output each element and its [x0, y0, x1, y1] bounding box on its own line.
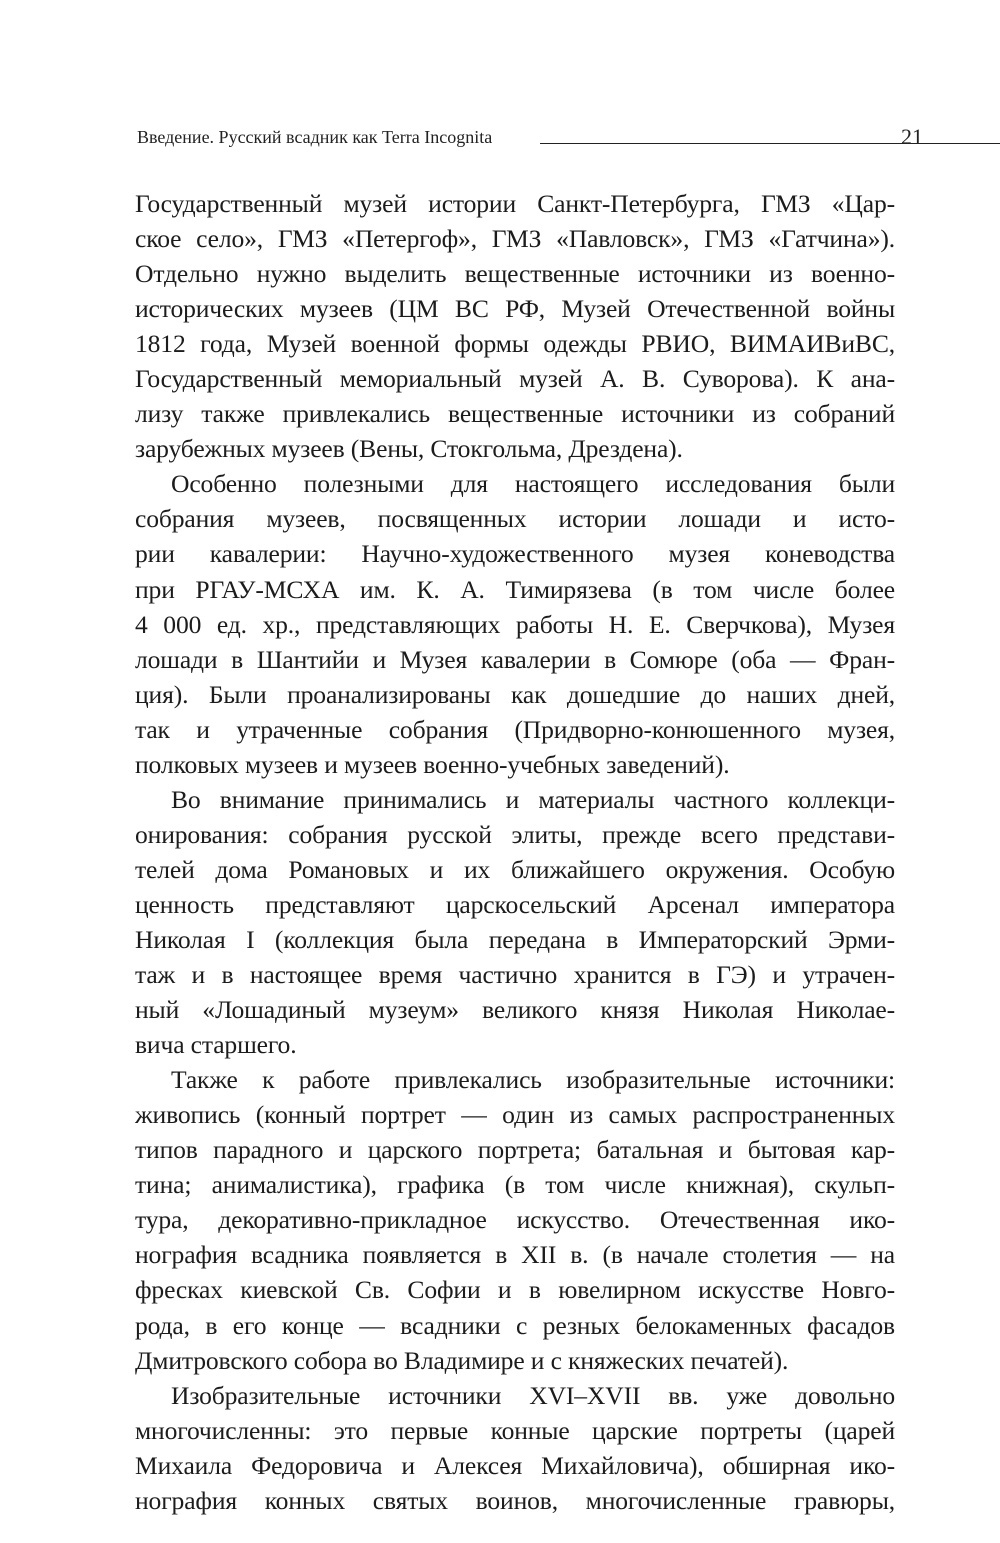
text-line: Во внимание принимались и материалы частного коллекци-: [171, 784, 895, 814]
text-line: ный «Лошадиный музеум» великого князя Николая Николае-: [135, 995, 895, 1025]
text-line: рода, в его конце — всадники с резных белокаменных фасадов: [135, 1310, 895, 1340]
text-line: типов парадного и царского портрета; батальная и бытовая кар-: [135, 1135, 895, 1165]
text-line: Николая I (коллекция была передана в Императорский Эрми-: [135, 924, 895, 954]
text-line: ское село», ГМЗ «Петергоф», ГМЗ «Павловск», ГМЗ «Гатчина»).: [135, 224, 895, 254]
text-line: Изобразительные источники XVI–XVII вв. уже довольно: [171, 1380, 895, 1410]
text-line: 4 000 ед. хр., представляющих работы Н. Е. Сверчкова), Музея: [135, 609, 895, 639]
running-header: [137, 122, 923, 152]
text-line: онирования: собрания русской элиты, прежде всего представи-: [135, 819, 895, 849]
text-line: Государственный музей истории Санкт-Петербурга, ГМЗ «Цар-: [135, 189, 895, 218]
text-line: зарубежных музеев (Вены, Стокгольма, Дрездена).: [135, 434, 683, 464]
text-line: Также к работе привлекались изобразительные источники:: [171, 1065, 895, 1095]
page-number: 21: [901, 124, 923, 149]
text-line: ция). Были проанализированы как дошедшие до наших дней,: [135, 679, 895, 709]
text-line: нография конных святых воинов, многочисленные гравюры,: [135, 1485, 895, 1515]
text-line: собрания музеев, посвященных истории лошади и исто-: [135, 504, 895, 534]
text-line: при РГАУ-МСХА им. К. А. Тимирязева (в том числе более: [135, 574, 895, 604]
text-line: 1812 года, Музей военной формы одежды РВИО, ВИМАИВиВС,: [135, 329, 895, 359]
text-line: таж и в настоящее время частично хранится в ГЭ) и утрачен-: [135, 960, 895, 990]
text-line: тина; анималистика), графика (в том числе книжная), скульп-: [135, 1170, 895, 1200]
text-line: лошади в Шантийи и Музея кавалерии в Сомюре (оба — Фран-: [135, 644, 895, 674]
text-line: Особенно полезными для настоящего исследования были: [171, 469, 895, 499]
text-line: лизу также привлекались вещественные источники из собраний: [135, 399, 895, 429]
text-line: вича старшего.: [135, 1030, 297, 1060]
text-line: Отдельно нужно выделить вещественные источники из военно-: [135, 259, 895, 289]
header-rule: [540, 143, 1000, 144]
text-line: тура, декоративно-прикладное искусство. Отечественная ико-: [135, 1205, 895, 1235]
text-line: нография всадника появляется в XII в. (в начале столетия — на: [135, 1240, 895, 1270]
text-line: так и утраченные собрания (Придворно-конюшенного музея,: [135, 714, 895, 744]
text-line: телей дома Романовых и их ближайшего окружения. Особую: [135, 854, 895, 884]
text-line: исторических музеев (ЦМ ВС РФ, Музей Отечественной войны: [135, 294, 895, 324]
text-line: живопись (конный портрет — один из самых распространенных: [135, 1100, 895, 1130]
body-text: [135, 186, 895, 1518]
text-line: ценность представляют царскосельский Арсенал императора: [135, 889, 895, 919]
text-line: Государственный мемориальный музей А. В. Суворова). К ана-: [135, 364, 895, 394]
text-line: рии кавалерии: Научно-художественного музея коневодства: [135, 539, 895, 569]
running-title: Введение. Русский всадник как Terra Incognita: [137, 127, 493, 147]
text-line: многочисленны: это первые конные царские портреты (царей: [135, 1415, 895, 1445]
text-line: Михаила Федоровича и Алексея Михайловича), обширная ико-: [135, 1450, 895, 1480]
text-line: Дмитровского собора во Владимире и с княжеских печатей).: [135, 1345, 789, 1375]
text-line: фресках киевской Св. Софии и в ювелирном искусстве Новго-: [135, 1275, 895, 1305]
text-line: полковых музеев и музеев военно-учебных заведений).: [135, 749, 730, 779]
